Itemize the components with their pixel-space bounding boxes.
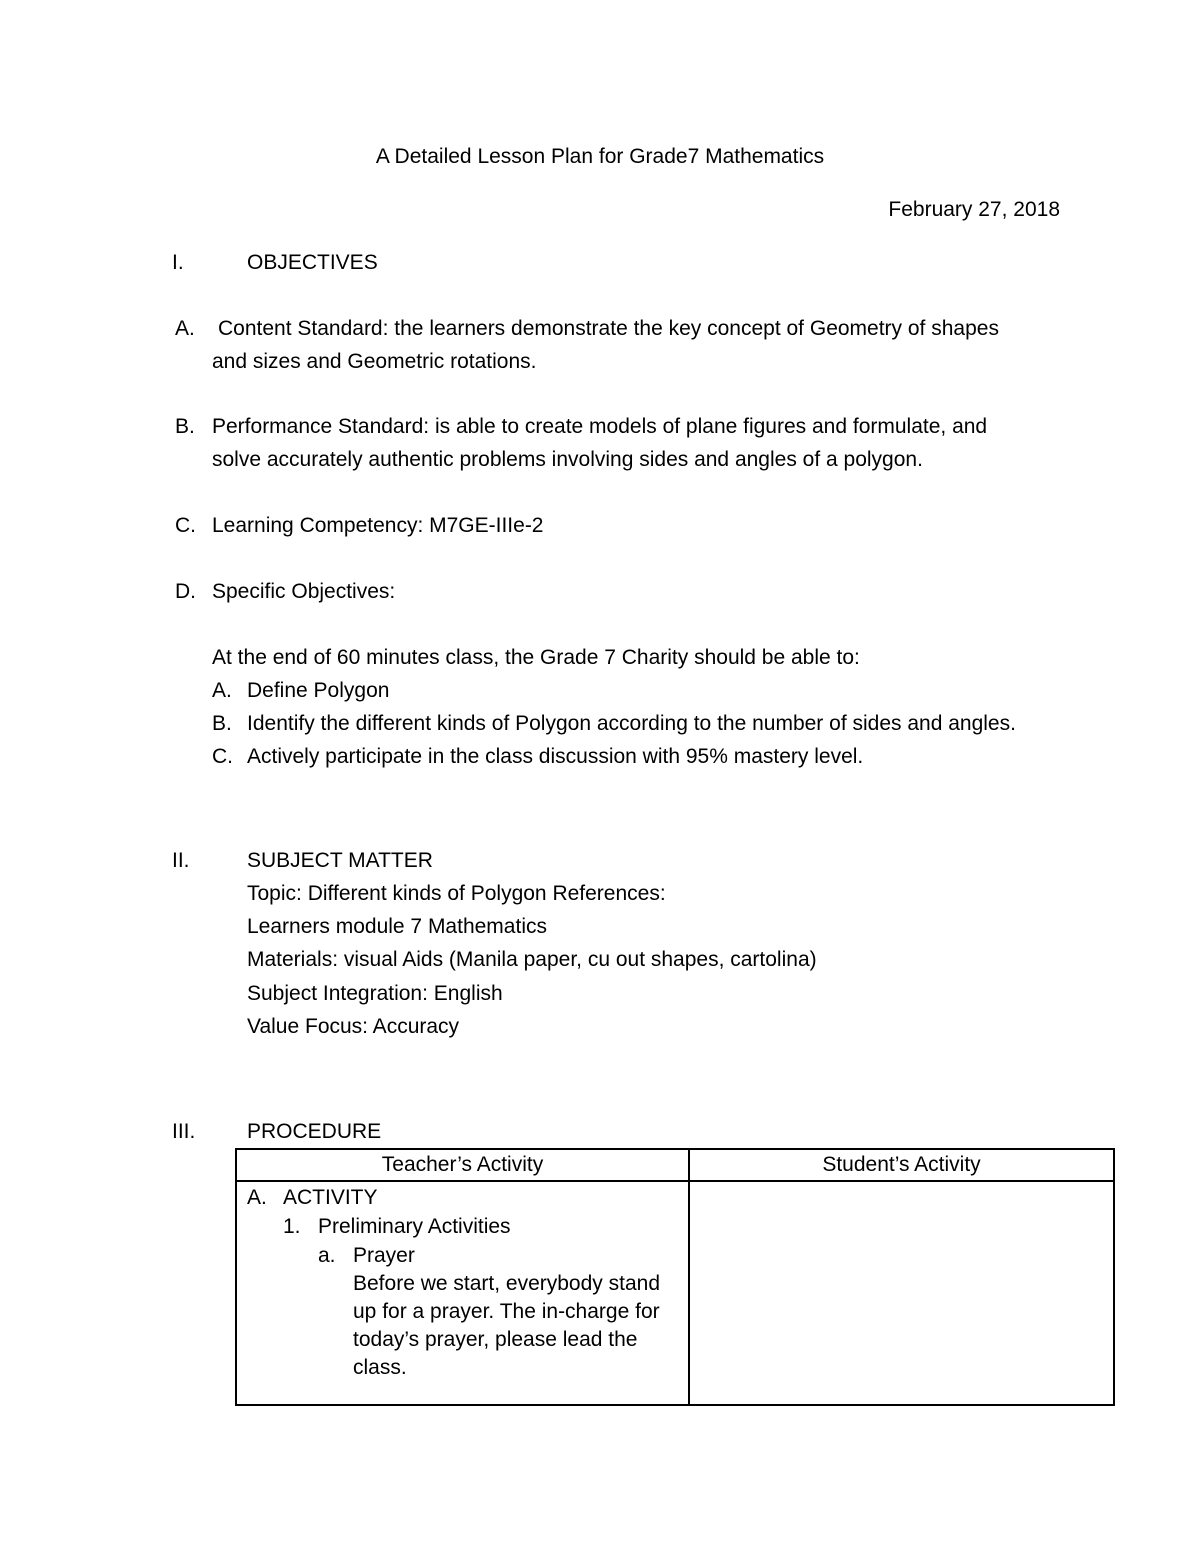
performance-standard-line2: solve accurately authentic problems involving sides and angles of a polygon. (212, 448, 923, 471)
objective-item-letter: C. (212, 745, 233, 768)
objective-item-letter: A. (212, 679, 232, 702)
procedure-table-header-row (236, 1149, 1114, 1181)
prayer-text-line: up for a prayer. The in-charge for (353, 1300, 660, 1323)
specific-objectives-heading: Specific Objectives: (212, 580, 396, 603)
student-activity-cell (689, 1181, 1114, 1405)
prayer-text-line: class. (353, 1356, 407, 1379)
section-heading-subject-matter: SUBJECT MATTER (247, 849, 433, 872)
learning-competency-letter: C. (175, 514, 196, 537)
document-title: A Detailed Lesson Plan for Grade7 Mathematics (375, 145, 825, 168)
content-standard-line1: Content Standard: the learners demonstrate the key concept of Geometry of shapes (218, 317, 999, 340)
teacher-activity-header: Teacher’s Activity (236, 1149, 689, 1181)
objective-item: Define Polygon (247, 679, 390, 702)
procedure-table-row (236, 1181, 1114, 1405)
section-numeral-procedure: III. (172, 1120, 196, 1143)
student-activity-header: Student’s Activity (689, 1149, 1114, 1181)
content-standard-letter: A. (175, 317, 195, 340)
content-standard-line2: and sizes and Geometric rotations. (212, 350, 537, 373)
preliminary-marker: 1. (283, 1215, 301, 1238)
subject-matter-value-focus: Value Focus: Accuracy (247, 1015, 460, 1038)
section-numeral-objectives: I. (172, 251, 184, 274)
prayer-text-line: Before we start, everybody stand (353, 1272, 660, 1295)
prayer-marker: a. (318, 1244, 336, 1267)
section-heading-objectives: OBJECTIVES (247, 251, 378, 274)
objective-item: Identify the different kinds of Polygon according to the number of sides and angles. (247, 712, 1016, 735)
preliminary-activities: Preliminary Activities (318, 1215, 511, 1238)
section-numeral-subject-matter: II. (172, 849, 190, 872)
performance-standard-line1: Performance Standard: is able to create models of plane figures and formulate, and (212, 415, 988, 438)
prayer-text-line: today’s prayer, please lead the (353, 1328, 638, 1351)
subject-matter-topic: Topic: Different kinds of Polygon References: (247, 882, 666, 905)
objective-item: Actively participate in the class discussion with 95% mastery level. (247, 745, 864, 768)
objective-item-letter: B. (212, 712, 232, 735)
subject-matter-materials: Materials: visual Aids (Manila paper, cu out shapes, cartolina) (247, 948, 817, 971)
prayer-heading: Prayer (353, 1244, 415, 1267)
learning-competency: Learning Competency: M7GE-IIIe-2 (212, 514, 544, 537)
subject-matter-integration: Subject Integration: English (247, 982, 503, 1005)
activity-marker: A. (247, 1186, 267, 1209)
specific-objectives-intro: At the end of 60 minutes class, the Grade 7 Charity should be able to: (212, 646, 860, 669)
activity-heading: ACTIVITY (283, 1186, 378, 1209)
section-heading-procedure: PROCEDURE (247, 1120, 382, 1143)
subject-matter-reference: Learners module 7 Mathematics (247, 915, 547, 938)
specific-objectives-letter: D. (175, 580, 196, 603)
performance-standard-letter: B. (175, 415, 195, 438)
procedure-table (235, 1148, 1115, 1406)
teacher-activity-cell (236, 1181, 689, 1405)
document-date: February 27, 2018 (888, 198, 1060, 221)
